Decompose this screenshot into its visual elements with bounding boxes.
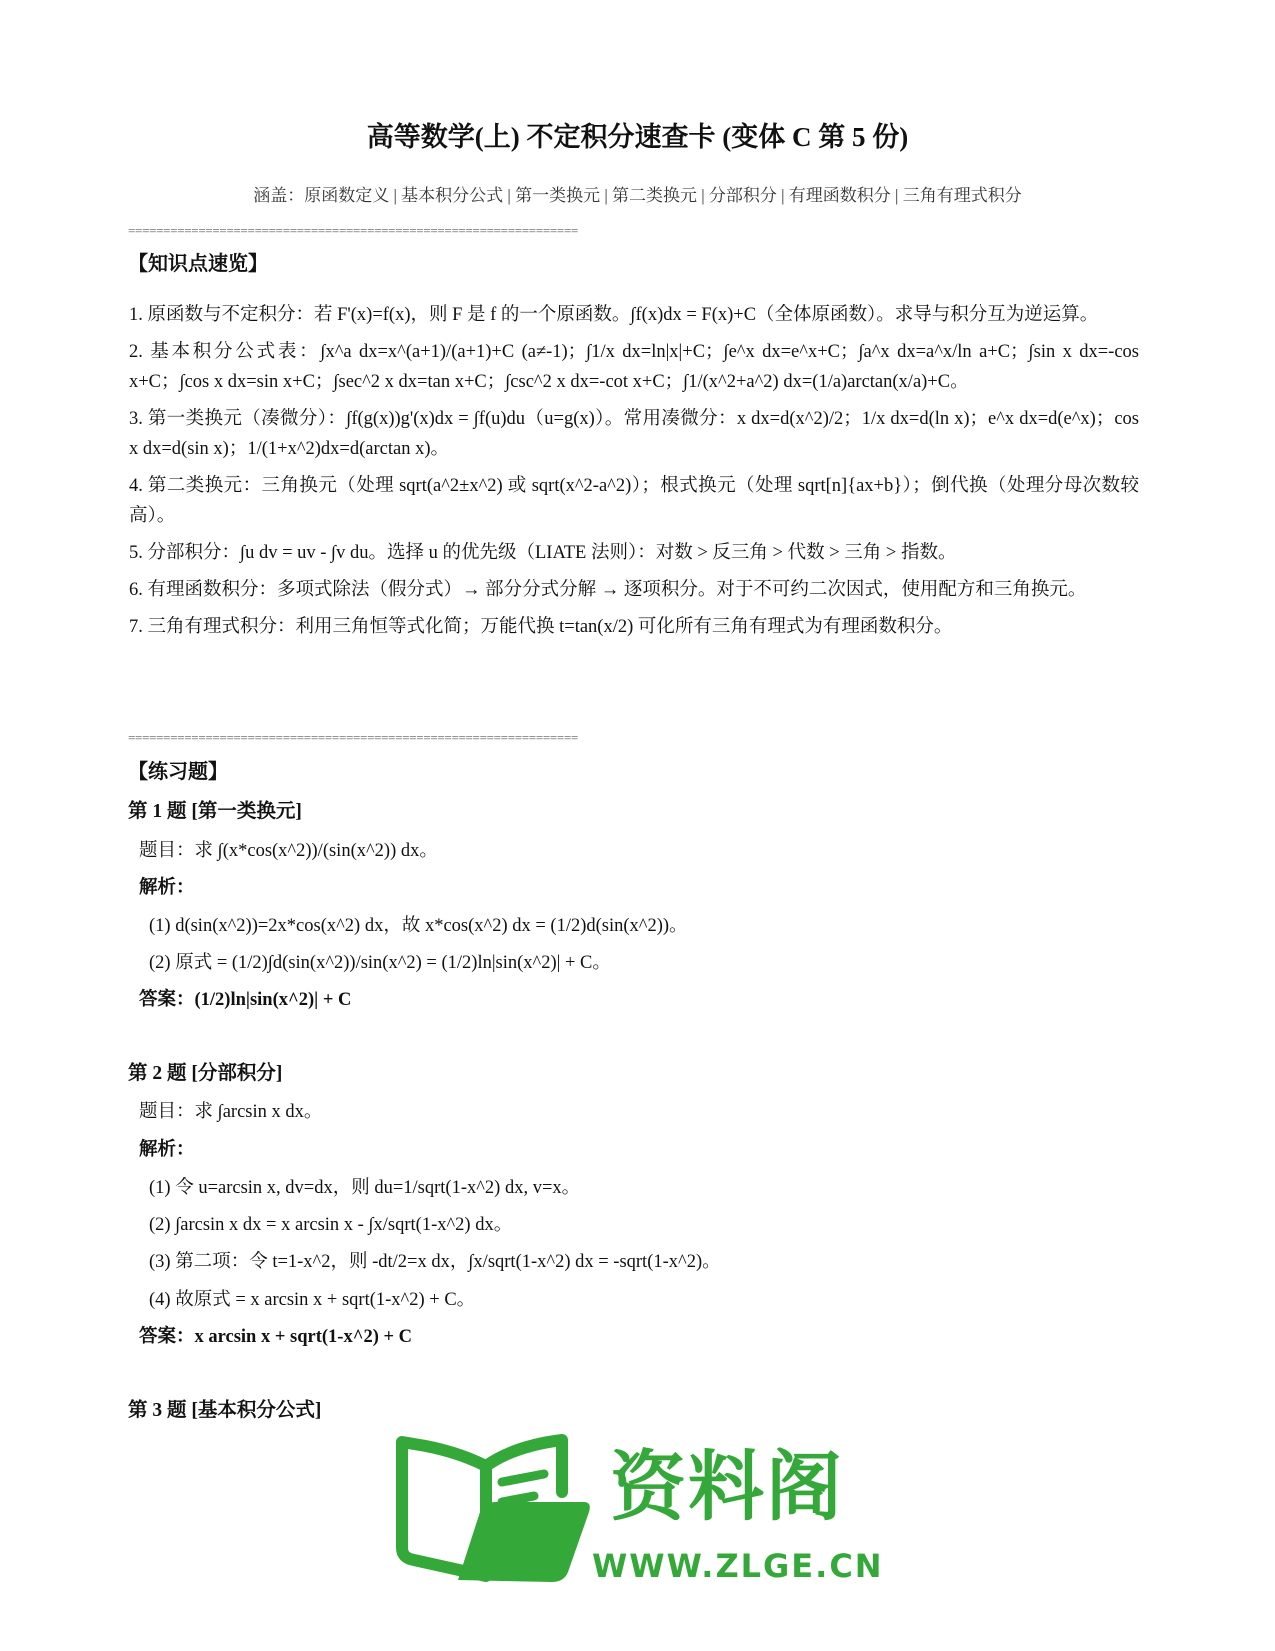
knowledge-item: 7. 三角有理式积分：利用三角恒等式化简；万能代换 t=tan(x/2) 可化所有三角有理式为有理函数积分。: [129, 617, 953, 637]
analysis-step: (3) 第二项：令 t=1-x^2，则 -dt/2=x dx，∫x/sqrt(1-x^2) dx = -sqrt(1-x^2)。: [149, 1252, 721, 1272]
knowledge-item: 6. 有理函数积分：多项式除法（假分式）→ 部分分式分解 → 逐项积分。对于不可约二次因式，使用配方和三角换元。: [129, 580, 1087, 600]
document-subtitle: 涵盖：原函数定义 | 基本积分公式 | 第一类换元 | 第二类换元 | 分部积分 | 有理函数积分 | 三角有理式积分: [253, 186, 1022, 205]
watermark-brand: 资料阁: [610, 1442, 844, 1531]
knowledge-item: 5. 分部积分：∫u dv = uv - ∫v du。选择 u 的优先级（LIATE 法则）：对数 > 反三角 > 代数 > 三角 > 指数。: [129, 543, 957, 563]
question-heading: 第 1 题 [第一类换元]: [128, 801, 302, 822]
answer-line: 答案：(1/2)ln|sin(x^2)| + C: [139, 990, 352, 1010]
knowledge-list: [129, 300, 1139, 649]
analysis-step: (2) ∫arcsin x dx = x arcsin x - ∫x/sqrt(1-x^2) dx。: [149, 1215, 513, 1235]
divider: ================================================================: [128, 731, 579, 745]
question-stem: 题目：求 ∫(x*cos(x^2))/(sin(x^2)) dx。: [139, 841, 438, 861]
question-heading: 第 2 题 [分部积分]: [128, 1063, 283, 1084]
analysis-label: 解析：: [139, 1140, 195, 1160]
analysis-step: (1) 令 u=arcsin x, dv=dx，则 du=1/sqrt(1-x^2) dx, v=x。: [149, 1178, 581, 1198]
watermark-url: WWW.ZLGE.CN: [592, 1547, 884, 1585]
question-heading: 第 3 题 [基本积分公式]: [128, 1400, 322, 1421]
open-book-folder-icon: [394, 1430, 594, 1590]
knowledge-item: 4. 第二类换元：三角换元（处理 sqrt(a^2±x^2) 或 sqrt(x^2-a^2)）；根式换元（处理 sqrt[n]{ax+b}）；倒代换（处理分母次数较高）。: [129, 476, 1139, 526]
practice-heading: 【练习题】: [128, 761, 228, 783]
watermark: [394, 1430, 884, 1600]
analysis-step: (2) 原式 = (1/2)∫d(sin(x^2))/sin(x^2) = (1/2)ln|sin(x^2)| + C。: [149, 953, 611, 973]
knowledge-item: 1. 原函数与不定积分：若 F'(x)=f(x)，则 F 是 f 的一个原函数。∫f(x)dx = F(x)+C（全体原函数）。求导与积分互为逆运算。: [129, 305, 1099, 325]
divider: ================================================================: [128, 224, 579, 238]
knowledge-heading: 【知识点速览】: [128, 253, 268, 275]
document-title: 高等数学(上) 不定积分速查卡 (变体 C 第 5 份): [366, 122, 909, 152]
knowledge-item: 3. 第一类换元（凑微分）：∫f(g(x))g'(x)dx = ∫f(u)du（u=g(x)）。常用凑微分：x dx=d(x^2)/2；1/x dx=d(ln x)；e^x dx=d(e^x)；cos x dx=d(sin x)；1/(1+x^2)dx=d(arctan x)。: [129, 409, 1139, 459]
analysis-step: (4) 故原式 = x arcsin x + sqrt(1-x^2) + C。: [149, 1290, 476, 1310]
answer-line: 答案：x arcsin x + sqrt(1-x^2) + C: [139, 1327, 413, 1347]
question-stem: 题目：求 ∫arcsin x dx。: [139, 1102, 323, 1122]
analysis-label: 解析：: [139, 878, 195, 898]
knowledge-item: 2. 基本积分公式表：∫x^a dx=x^(a+1)/(a+1)+C (a≠-1)；∫1/x dx=ln|x|+C；∫e^x dx=e^x+C；∫a^x dx=a^x/ln a+C；∫sin x dx=-cos x+C；∫cos x dx=sin x+C；∫sec^2 x dx=tan x+C；∫csc^2 x dx=-cot x+C；∫1/(x^2+a^2) dx=(1/a)arctan(x/a)+C。: [129, 342, 1139, 392]
analysis-step: (1) d(sin(x^2))=2x*cos(x^2) dx，故 x*cos(x^2) dx = (1/2)d(sin(x^2))。: [149, 916, 688, 936]
